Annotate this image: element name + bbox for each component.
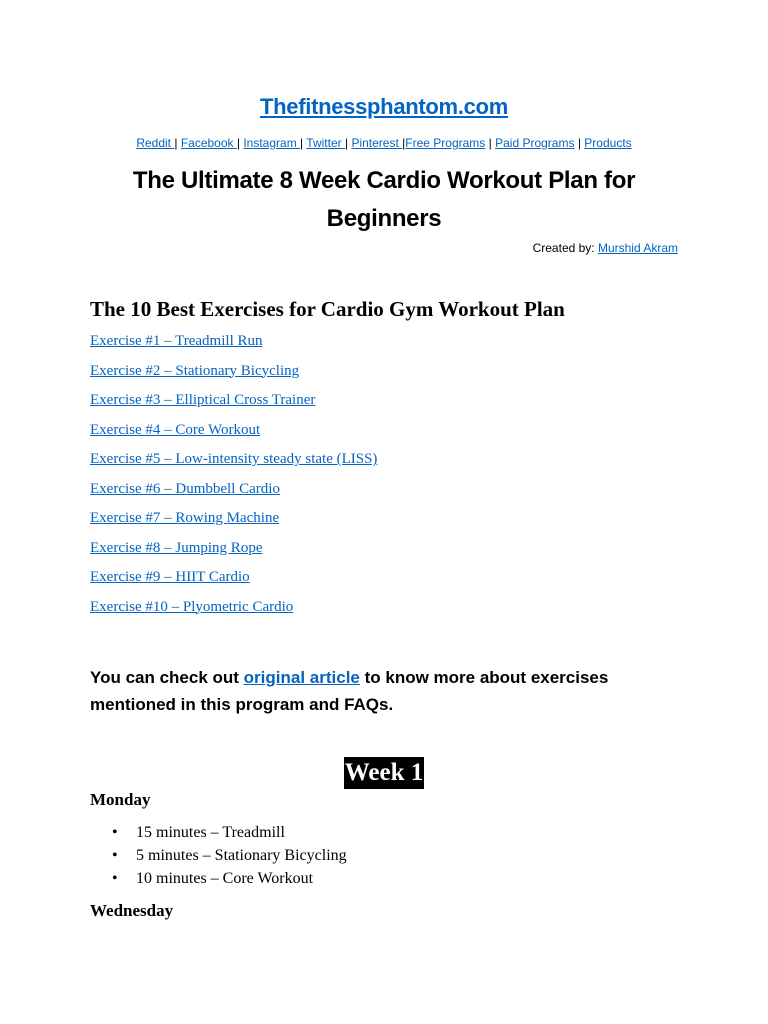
nav-link-twitter[interactable]: Twitter: [306, 136, 345, 150]
exercise-link-9[interactable]: Exercise #9 – HIIT Cardio: [90, 569, 250, 585]
exercise-link-8[interactable]: Exercise #8 – Jumping Rope: [90, 539, 263, 556]
activity-text: 5 minutes – Stationary Bicycling: [136, 847, 347, 864]
exercise-link-5[interactable]: Exercise #5 – Low-intensity steady state (LISS): [90, 451, 378, 467]
monday-activities: [90, 822, 347, 891]
list-item: [90, 420, 377, 450]
exercise-list: [90, 331, 377, 626]
exercise-link-2[interactable]: Exercise #2 – Stationary Bicycling: [90, 362, 300, 379]
article-note: [90, 664, 690, 718]
list-item: [90, 508, 377, 538]
nav-link-paid-programs[interactable]: Paid Programs: [495, 136, 575, 150]
bullet-icon: •: [112, 870, 118, 887]
day-heading-monday: Monday: [90, 790, 151, 809]
exercise-link-7[interactable]: Exercise #7 – Rowing Machine: [90, 510, 280, 526]
nav-link-free-programs[interactable]: Free Programs: [405, 136, 486, 150]
nav-separator: |: [402, 136, 406, 150]
note-prefix: You can check out: [90, 668, 244, 687]
exercise-link-1[interactable]: Exercise #1 – Treadmill Run: [90, 333, 263, 349]
exercise-link-6[interactable]: Exercise #6 – Dumbbell Cardio: [90, 480, 280, 497]
activity-item: [90, 822, 347, 845]
nav-link-products[interactable]: Products: [584, 136, 632, 150]
original-article-link[interactable]: original article: [243, 668, 360, 687]
exercises-heading: The 10 Best Exercises for Cardio Gym Workout Plan: [90, 297, 565, 321]
activity-text: 10 minutes – Core Workout: [136, 870, 314, 887]
list-item: [90, 390, 377, 420]
site-title-link[interactable]: Thefitnessphantom.com: [260, 94, 508, 119]
week-title: Week 1: [344, 757, 424, 789]
nav-separator: |: [300, 136, 304, 150]
activity-text: 15 minutes – Treadmill: [136, 824, 285, 841]
activity-item: [90, 868, 347, 891]
activity-item: [90, 845, 347, 868]
nav-separator: |: [236, 136, 240, 150]
document-title: The Ultimate 8 Week Cardio Workout Plan for Beginners: [132, 167, 636, 232]
nav-separator: |: [488, 136, 492, 150]
created-by: [533, 240, 678, 256]
created-by-label: Created by:: [532, 241, 598, 255]
nav-link-facebook[interactable]: Facebook: [180, 136, 237, 150]
list-item: [90, 361, 377, 391]
exercise-link-4[interactable]: Exercise #4 – Core Workout: [90, 421, 261, 438]
nav-link-instagram[interactable]: Instagram: [243, 136, 301, 150]
list-item: [90, 479, 377, 509]
nav-link-pinterest[interactable]: Pinterest: [351, 136, 403, 150]
list-item: [90, 597, 377, 627]
author-link[interactable]: Murshid Akram: [597, 241, 678, 255]
nav-link-reddit[interactable]: Reddit: [136, 136, 175, 150]
list-item: [90, 567, 377, 597]
exercise-link-10[interactable]: Exercise #10 – Plyometric Cardio: [90, 598, 294, 615]
nav-separator: |: [344, 136, 349, 150]
site-title: [0, 92, 768, 122]
list-item: [90, 331, 377, 361]
week-heading: [0, 757, 768, 789]
bullet-icon: •: [112, 847, 118, 864]
social-nav: [0, 135, 768, 151]
bullet-icon: •: [112, 824, 118, 841]
nav-separator: |: [577, 136, 581, 150]
list-item: [90, 538, 377, 568]
nav-separator: |: [174, 136, 178, 150]
list-item: [90, 449, 377, 479]
day-heading-wednesday: Wednesday: [90, 901, 174, 920]
note-suffix: to know more about exercises mentioned in this program and FAQs.: [90, 668, 609, 714]
exercise-link-3[interactable]: Exercise #3 – Elliptical Cross Trainer: [90, 392, 316, 408]
